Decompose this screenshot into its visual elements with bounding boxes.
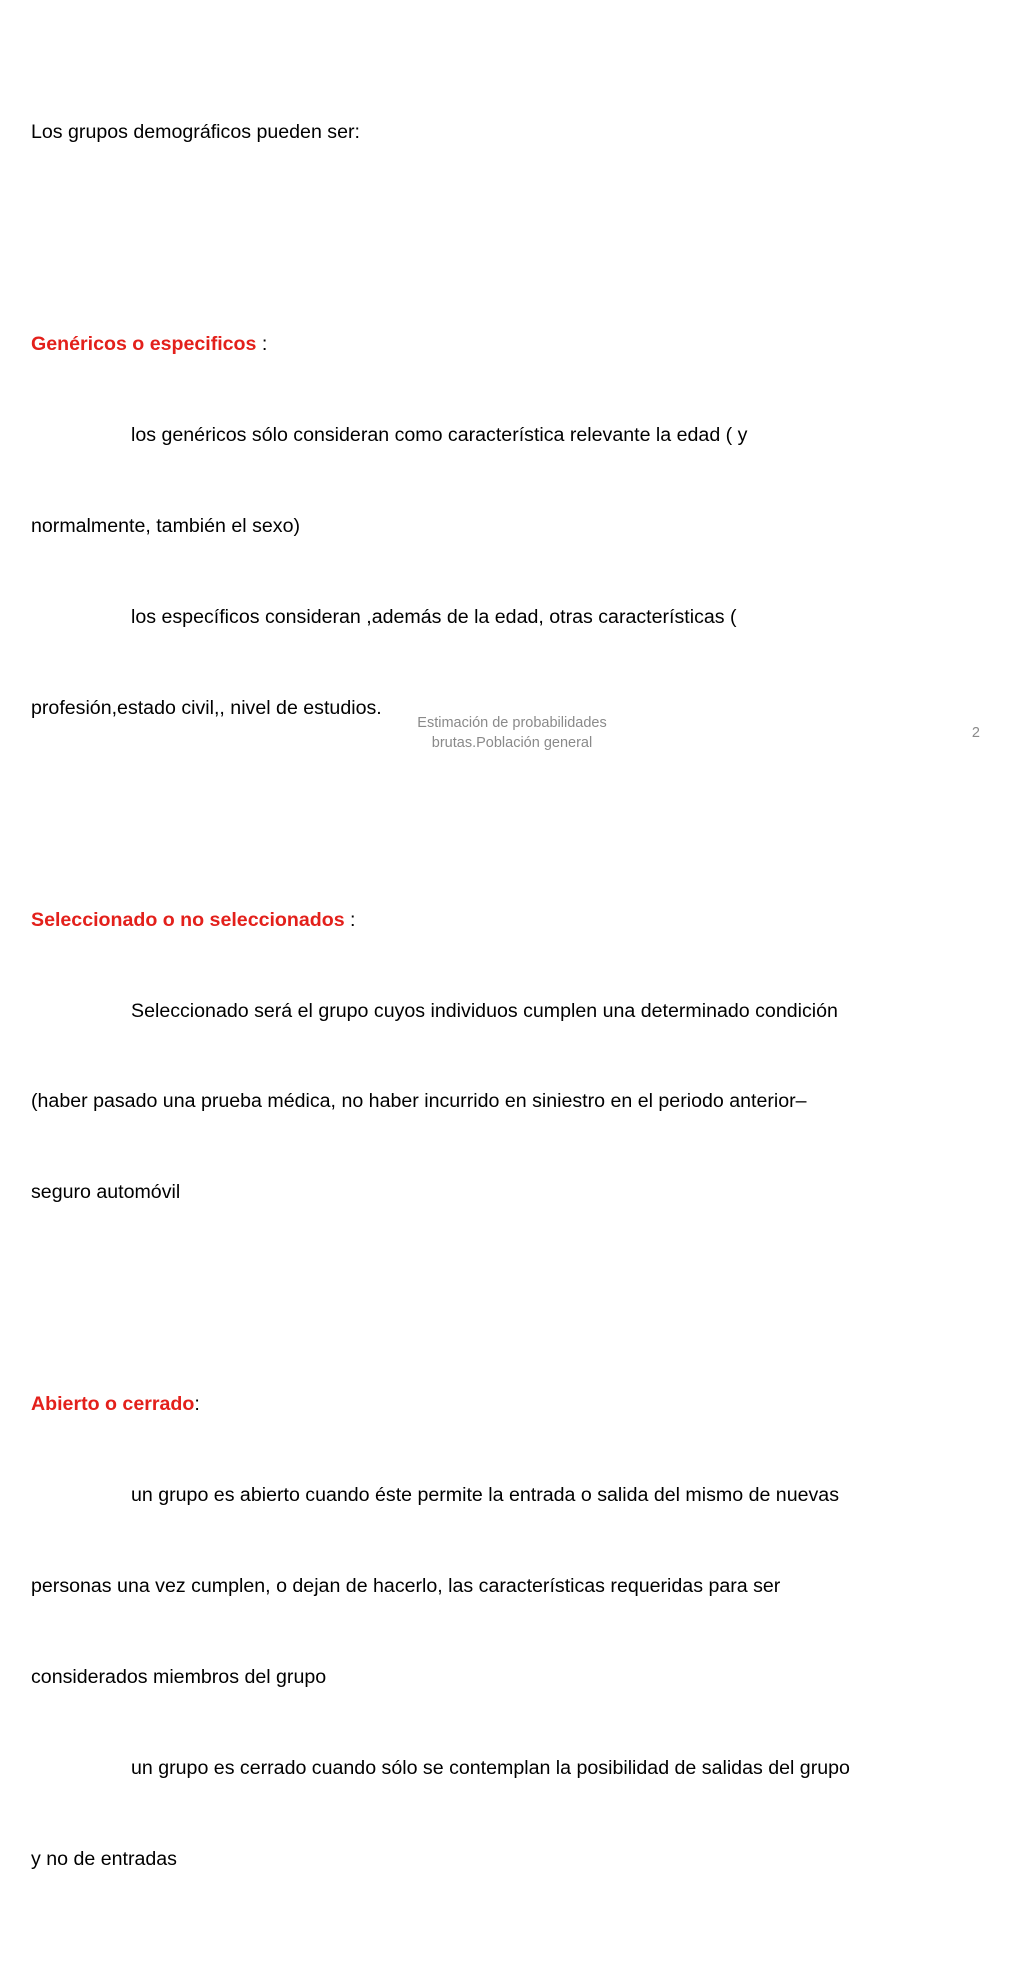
seleccionado-item-1-first: Seleccionado será el grupo cuyos individuos cumplen una determinado condición — [131, 999, 838, 1022]
abierto-item-1-rest-2: considerados miembros del grupo — [31, 1666, 327, 1689]
genericos-item-1-rest: normalmente, también el sexo) — [31, 514, 300, 537]
abierto-item-2-rest-1: y no de entradas — [31, 1847, 177, 1870]
heading-text: Genéricos o especificos — [31, 332, 257, 355]
spacer — [31, 1268, 996, 1298]
spacer — [31, 208, 996, 238]
footer-line-1: Estimación de probabilidades — [417, 715, 607, 731]
section-heading-genericos — [31, 329, 996, 359]
section-heading-abierto — [31, 1389, 996, 1419]
genericos-item-2-rest: profesión,estado civil,, nivel de estudios. — [31, 696, 382, 719]
heading-text: Seleccionado o no seleccionados — [31, 908, 345, 931]
slide-body — [31, 26, 996, 1965]
section-heading-seleccionado — [31, 905, 996, 935]
seleccionado-item-1-rest-1: (haber pasado una prueba médica, no haber incurrido en siniestro en el periodo anterior– — [31, 1090, 807, 1113]
slide-number: 2 — [971, 725, 980, 741]
genericos-item-1-first: los genéricos sólo consideran como característica relevante la edad ( y — [131, 423, 748, 446]
heading-text: Abierto o cerrado — [31, 1393, 195, 1416]
abierto-item-2-first: un grupo es cerrado cuando sólo se contemplan la posibilidad de salidas del grupo — [131, 1756, 850, 1779]
abierto-item-1-first: un grupo es abierto cuando éste permite la entrada o salida del mismo de nuevas — [131, 1484, 839, 1507]
slide-footer — [376, 713, 648, 753]
spacer — [31, 783, 996, 813]
heading-suffix: : — [344, 908, 356, 931]
genericos-item-2-first: los específicos consideran ,además de la edad, otras características ( — [131, 605, 737, 628]
seleccionado-item-1-rest-2: seguro automóvil — [31, 1181, 181, 1204]
heading-suffix: : — [194, 1393, 200, 1416]
intro-text: Los grupos demográficos pueden ser: — [31, 120, 360, 143]
abierto-item-1-rest-1: personas una vez cumplen, o dejan de hacerlo, las características requeridas para ser — [31, 1575, 781, 1598]
footer-line-2: brutas.Población general — [431, 735, 593, 751]
heading-suffix: : — [256, 332, 268, 355]
